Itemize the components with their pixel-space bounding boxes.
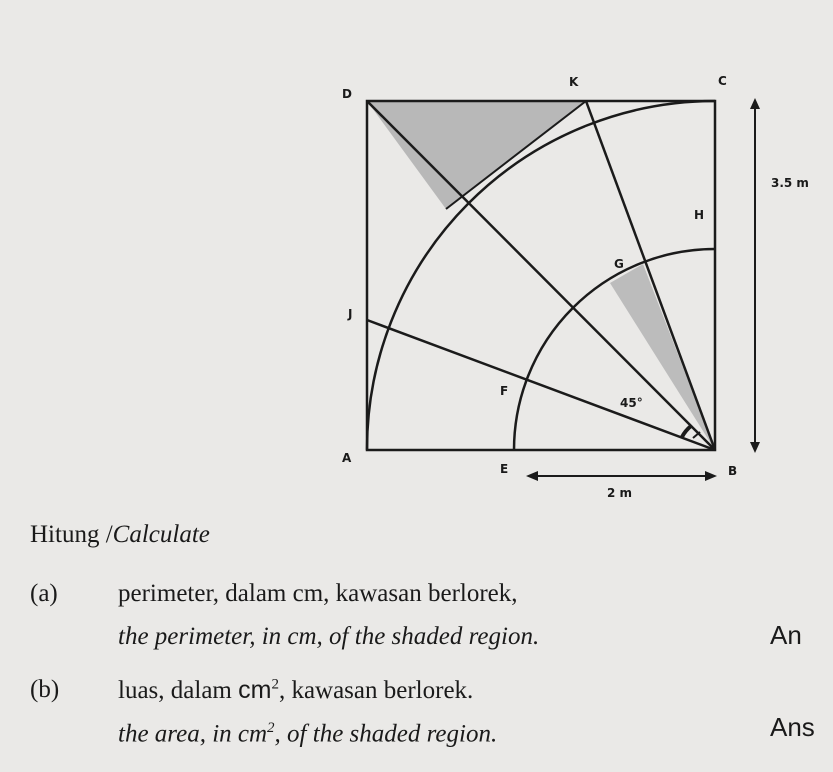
label-point-a: A [342, 451, 352, 465]
line-bk [586, 101, 715, 450]
question-b-english-unit: cm [237, 720, 268, 748]
question-b-malay-exponent: 2 [271, 676, 279, 693]
label-point-b: B [728, 464, 738, 478]
label-point-f: F [500, 384, 509, 398]
shaded-sector-gh [610, 264, 715, 450]
angle-arc-marker [682, 426, 691, 437]
label-angle: 45° [620, 396, 643, 410]
label-point-h: H [694, 208, 705, 222]
question-b-malay-unit: cm [238, 676, 272, 704]
question-b-malay-prefix: luas, dalam [118, 677, 239, 704]
label-point-j: J [348, 307, 353, 321]
margin-note-a: An [770, 620, 802, 650]
arrow-head-up-icon [750, 98, 760, 109]
question-b-marker: (b) [30, 676, 60, 703]
label-point-e: E [500, 462, 509, 476]
question-b-malay [118, 676, 473, 705]
margin-note-b: Ans [770, 712, 815, 742]
heading-malay: Hitung / [30, 521, 113, 548]
question-b-english-prefix: the area, in [118, 720, 238, 748]
question-a-malay: perimeter, dalam cm, kawasan berlorek, [118, 580, 518, 607]
label-point-c: C [718, 74, 727, 88]
shaded-triangle-dkc [367, 101, 586, 209]
label-point-d: D [342, 87, 352, 101]
question-a-english: the perimeter, in cm, of the shaded region. [118, 623, 540, 650]
arrow-head-right-icon [705, 471, 717, 481]
question-b-english-suffix: , of the shaded region. [274, 720, 498, 748]
label-side-length: 3.5 m [771, 176, 809, 190]
arrow-head-down-icon [750, 442, 760, 453]
arrow-head-left-icon [526, 471, 538, 481]
question-b-english [118, 720, 497, 748]
label-point-g: G [614, 257, 624, 271]
label-radius-length: 2 m [607, 486, 633, 500]
question-a-marker: (a) [30, 580, 58, 607]
heading-english: Calculate [112, 521, 210, 548]
question-b-malay-suffix: , kawasan berlorek. [278, 677, 474, 704]
line-bd [367, 101, 715, 450]
calculate-heading [30, 521, 210, 549]
label-point-k: K [569, 75, 579, 89]
question-b-english-exponent: 2 [267, 720, 275, 736]
